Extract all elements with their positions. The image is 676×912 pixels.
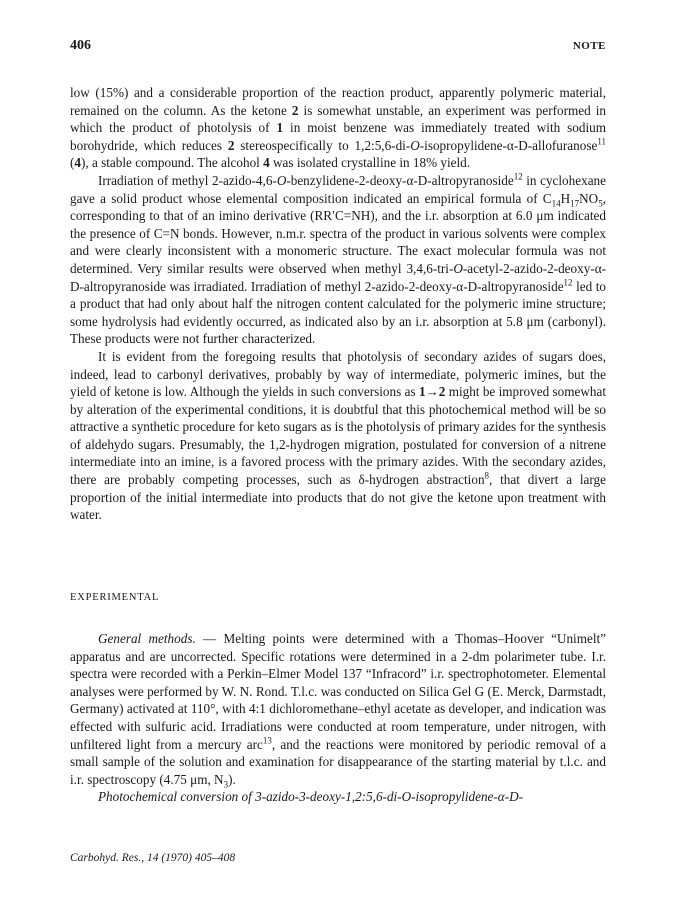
text-run: 1 xyxy=(276,120,284,136)
text-run: -acetyl-2-azido-2-deoxy-α-D-altropyranoside was irradiated. Irradiation of methyl 2-azido-2-deoxy-α-D-altropyranoside xyxy=(70,260,606,294)
text-run: 4 xyxy=(263,155,270,171)
text-run: stereospecifically to 1,2:5,6-di- xyxy=(234,137,411,153)
text-run: O xyxy=(410,137,420,153)
text-run: Irradiation of methyl 2-azido-4,6- xyxy=(98,172,277,188)
text-run: General methods. xyxy=(98,631,196,646)
text-run: 17 xyxy=(570,198,580,209)
text-run: Photochemical conversion of 3-azido-3-deoxy-1,2:5,6-di-O-isopropylidene-α-D- xyxy=(98,789,524,805)
text-run: 14 xyxy=(551,198,561,209)
text-run: is somewhat unstable, an experiment was performed in which the product of photolysis of xyxy=(70,102,606,136)
text-run: in moist benzene was immediately treated with sodium borohydride, which reduces xyxy=(70,120,606,153)
paragraph xyxy=(70,348,606,524)
text-run: ), a stable compound. The alcohol xyxy=(81,155,264,171)
text-run: ). xyxy=(228,771,236,787)
page-number: 406 xyxy=(70,38,91,53)
text-run: might be improved somewhat by alteration of the experimental conditions, it is doubtful that this photochemical method will be so attractive a synthetic procedure for keto sugars as is the photolysis of primary azides for the synthesis of aldehydo sugars. Presumably, the 1,2-hydrogen migration, postulated for conversion of a nitrene intermediate into an imine, is a favored process with the primary azides. With the secondary azides, there are probably competing processes, such as δ-hydrogen abstraction xyxy=(70,384,606,488)
text-run: O xyxy=(276,172,287,188)
experimental-text xyxy=(70,630,606,806)
text-run: 8 xyxy=(484,470,490,481)
text-run: 2 xyxy=(227,137,235,153)
section-heading: EXPERIMENTAL xyxy=(70,592,160,603)
text-run: in cyclohexane gave a solid product whose elemental composition indicated an empirical formula of C xyxy=(70,172,606,206)
text-run: 12 xyxy=(563,277,573,288)
text-run: , that divert a large proportion of the initial intermediate into products that do not give the ketone upon treatment with water. xyxy=(70,472,606,523)
text-run: 13 xyxy=(262,735,272,746)
paragraph xyxy=(70,172,606,348)
text-run: led to a product that had only about half the nitrogen content calculated for the polymeric imine structure; some hydrolysis had evidently occurred, as indicated also by an i.r. absorption at 5.8 μm (carbonyl). These products were not further characterized. xyxy=(70,278,606,347)
running-head: NOTE xyxy=(572,40,606,52)
text-run: NO xyxy=(579,190,599,206)
paragraph xyxy=(70,84,606,172)
text-run: , corresponding to that of an imino derivative (RR′C=NH), and the i.r. absorption at 6.0 μm indicated the presence of C=N bonds. However, n.m.r. spectra of the product in various solvents were complex and were clearly inconsistent with a monomeric structure. The exact molecular formula was not determined. Very similar results were observed when methyl 3,4,6-tri- xyxy=(70,190,606,276)
text-run: It is evident from the foregoing results that photolysis of secondary azides of sugars does, indeed, lead to carbonyl derivatives, probably by way of intermediate, polymeric imines, but the yield of ketone is low. Although the yields in such conversions as xyxy=(70,348,606,400)
text-run: was isolated crystalline in 18% yield. xyxy=(269,155,471,171)
text-run: 2 xyxy=(291,102,299,118)
footer-citation xyxy=(70,852,235,864)
text-run: , and the reactions were monitored by periodic removal of a small sample of the solution and examination for disappearance of the starting material by t.l.c. and i.r. spectroscopy (4.75 μm, N xyxy=(70,736,606,787)
text-run: 12 xyxy=(513,171,523,182)
text-run: 3 xyxy=(223,779,229,790)
paragraph xyxy=(70,788,606,806)
text-run: — Melting points were determined with a Thomas–Hoover “Unimelt” apparatus and are uncorrected. Specific rotations were determined in a 2-dm polarimeter tube. I.r. spectra were recorded with a Perkin–Elmer Model 137 “Infracord” i.r. spectrophotometer. Elemental analyses were performed by W. N. Rond. T.l.c. was conducted on Silica Gel G (E. Merck, Darmstadt, Germany) activated at 110°, with 4:1 dichloromethane–ethyl acetate as developer, and indication was effected with sulfuric acid. Irradiations were conducted at room temperature, under nitrogen, with unfiltered light from a mercury arc xyxy=(70,631,606,752)
footer-text: Carbohyd. Res., 14 (1970) 405–408 xyxy=(70,852,236,864)
text-run: 4 xyxy=(74,155,81,171)
paragraph xyxy=(70,630,606,788)
text-run: 11 xyxy=(597,136,606,147)
text-run: H xyxy=(560,190,571,206)
text-run: 1→2 xyxy=(418,384,446,400)
text-run: O xyxy=(453,260,463,276)
text-run: 5 xyxy=(598,198,603,209)
text-run: low (15%) and a considerable proportion of the reaction product, apparently polymeric material, remained on the column. As the ketone xyxy=(70,85,606,118)
text-run: -benzylidene-2-deoxy-α-D-altropyranoside xyxy=(286,172,514,188)
main-text xyxy=(70,84,606,524)
page-header xyxy=(70,38,606,58)
text-run: ( xyxy=(70,155,75,171)
text-run: -isopropylidene-α-D-allofuranose xyxy=(419,137,598,153)
